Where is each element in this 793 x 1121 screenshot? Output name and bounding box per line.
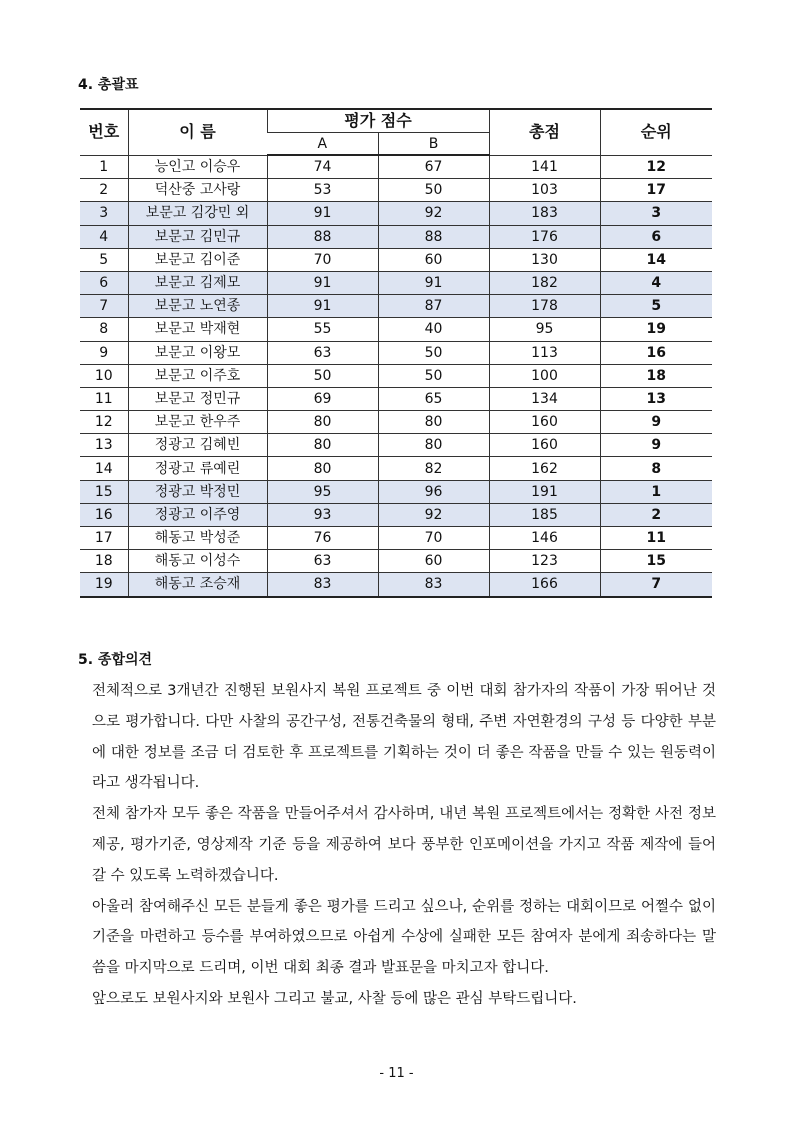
cell-no: 8 xyxy=(80,318,128,341)
cell-a: 63 xyxy=(267,341,378,364)
table-header-row xyxy=(80,109,712,133)
cell-name: 덕산중 고사랑 xyxy=(128,179,267,202)
cell-b: 80 xyxy=(378,434,489,457)
opinion-paragraph: 전체적으로 3개년간 진행된 보원사지 복원 프로젝트 중 이번 대회 참가자의 작품이 가장 뛰어난 것으로 평가합니다. 다만 사찰의 공간구성, 전통건축물의 형태, 주변 자연환경의 구성 등 다양한 부분에 대한 정보를 조금 더 검토한 후 프로젝트를 기획하는 것이 더 좋은 작품을 만들 수 있는 원동력이라고 생각됩니다. xyxy=(92,683,716,792)
cell-rank: 14 xyxy=(600,248,712,271)
cell-no: 4 xyxy=(80,225,128,248)
table-row xyxy=(80,480,712,503)
cell-rank: 3 xyxy=(600,202,712,225)
opinion-paragraph: 전체 참가자 모두 좋은 작품을 만들어주셔서 감사하며, 내년 복원 프로젝트에서는 정확한 사전 정보제공, 평가기준, 영상제작 기준 등을 제공하여 보다 풍부한 인포메이션을 가지고 작품 제작에 들어갈 수 있도록 노력하겠습니다. xyxy=(92,806,716,884)
cell-b: 83 xyxy=(378,573,489,597)
cell-a: 80 xyxy=(267,457,378,480)
cell-name: 보문고 한우주 xyxy=(128,411,267,434)
cell-rank: 18 xyxy=(600,364,712,387)
cell-no: 1 xyxy=(80,155,128,179)
cell-name: 보문고 김민규 xyxy=(128,225,267,248)
cell-no: 10 xyxy=(80,364,128,387)
summary-table xyxy=(80,108,712,598)
cell-total: 130 xyxy=(489,248,600,271)
section-5-title: 5. 종합의견 xyxy=(78,652,153,668)
cell-a: 70 xyxy=(267,248,378,271)
table-row xyxy=(80,225,712,248)
cell-a: 50 xyxy=(267,364,378,387)
cell-b: 82 xyxy=(378,457,489,480)
table-row xyxy=(80,179,712,202)
cell-a: 76 xyxy=(267,527,378,550)
cell-a: 74 xyxy=(267,155,378,179)
cell-total: 176 xyxy=(489,225,600,248)
cell-no: 15 xyxy=(80,480,128,503)
cell-total: 100 xyxy=(489,364,600,387)
cell-rank: 8 xyxy=(600,457,712,480)
opinion-paragraph: 앞으로도 보원사지와 보원사 그리고 불교, 사찰 등에 많은 관심 부탁드립니다. xyxy=(92,990,577,1007)
cell-b: 40 xyxy=(378,318,489,341)
cell-total: 146 xyxy=(489,527,600,550)
table-row xyxy=(80,248,712,271)
cell-b: 88 xyxy=(378,225,489,248)
table-row xyxy=(80,155,712,179)
cell-b: 67 xyxy=(378,155,489,179)
section-4-title: 4. 총괄표 xyxy=(78,77,139,93)
cell-name: 능인고 이승우 xyxy=(128,155,267,179)
cell-no: 19 xyxy=(80,573,128,597)
cell-b: 60 xyxy=(378,550,489,573)
table-row xyxy=(80,387,712,410)
cell-name: 정광고 박정민 xyxy=(128,480,267,503)
cell-b: 87 xyxy=(378,295,489,318)
cell-total: 95 xyxy=(489,318,600,341)
cell-b: 70 xyxy=(378,527,489,550)
cell-b: 60 xyxy=(378,248,489,271)
cell-a: 55 xyxy=(267,318,378,341)
cell-b: 65 xyxy=(378,387,489,410)
cell-total: 160 xyxy=(489,434,600,457)
cell-rank: 13 xyxy=(600,387,712,410)
cell-name: 해동고 조승재 xyxy=(128,573,267,597)
opinion-paragraph: 아울러 참여해주신 모든 분들게 좋은 평가를 드리고 싶으나, 순위를 정하는 대회이므로 어쩔수 없이 기준을 마련하고 등수를 부여하였으므로 아쉽게 수상에 실패한 모든 참여자 분에게 죄송하다는 말씀을 마지막으로 드리며, 이번 대회 최종 결과 발표문을 마치고자 합니다. xyxy=(92,898,716,977)
cell-rank: 9 xyxy=(600,411,712,434)
cell-total: 182 xyxy=(489,271,600,294)
cell-a: 83 xyxy=(267,573,378,597)
cell-no: 2 xyxy=(80,179,128,202)
cell-no: 9 xyxy=(80,341,128,364)
header-total: 총점 xyxy=(489,109,600,155)
cell-rank: 2 xyxy=(600,503,712,526)
cell-no: 12 xyxy=(80,411,128,434)
cell-name: 보문고 김이준 xyxy=(128,248,267,271)
cell-no: 5 xyxy=(80,248,128,271)
cell-b: 91 xyxy=(378,271,489,294)
header-score-b: B xyxy=(378,133,489,156)
cell-no: 11 xyxy=(80,387,128,410)
cell-a: 93 xyxy=(267,503,378,526)
cell-no: 17 xyxy=(80,527,128,550)
cell-b: 50 xyxy=(378,179,489,202)
table-row xyxy=(80,527,712,550)
cell-total: 134 xyxy=(489,387,600,410)
cell-rank: 6 xyxy=(600,225,712,248)
cell-rank: 1 xyxy=(600,480,712,503)
cell-name: 보문고 박재현 xyxy=(128,318,267,341)
cell-no: 13 xyxy=(80,434,128,457)
table-row xyxy=(80,503,712,526)
cell-name: 정광고 이주영 xyxy=(128,503,267,526)
cell-name: 보문고 정민규 xyxy=(128,387,267,410)
table-row xyxy=(80,202,712,225)
cell-rank: 5 xyxy=(600,295,712,318)
cell-total: 160 xyxy=(489,411,600,434)
cell-no: 7 xyxy=(80,295,128,318)
header-no: 번호 xyxy=(80,109,128,155)
table-row xyxy=(80,434,712,457)
cell-a: 91 xyxy=(267,295,378,318)
cell-rank: 16 xyxy=(600,341,712,364)
table-row xyxy=(80,573,712,597)
cell-b: 92 xyxy=(378,503,489,526)
cell-b: 80 xyxy=(378,411,489,434)
cell-name: 보문고 이왕모 xyxy=(128,341,267,364)
cell-total: 103 xyxy=(489,179,600,202)
cell-a: 91 xyxy=(267,271,378,294)
table-row xyxy=(80,341,712,364)
cell-a: 53 xyxy=(267,179,378,202)
cell-no: 3 xyxy=(80,202,128,225)
cell-name: 정광고 류예린 xyxy=(128,457,267,480)
cell-total: 166 xyxy=(489,573,600,597)
cell-name: 정광고 김혜빈 xyxy=(128,434,267,457)
table-body xyxy=(80,155,712,597)
cell-a: 63 xyxy=(267,550,378,573)
cell-rank: 11 xyxy=(600,527,712,550)
cell-b: 96 xyxy=(378,480,489,503)
cell-a: 88 xyxy=(267,225,378,248)
cell-name: 보문고 이주호 xyxy=(128,364,267,387)
cell-total: 113 xyxy=(489,341,600,364)
cell-rank: 12 xyxy=(600,155,712,179)
header-rank: 순위 xyxy=(600,109,712,155)
cell-name: 해동고 박성준 xyxy=(128,527,267,550)
table-row xyxy=(80,457,712,480)
cell-name: 보문고 김강민 외 xyxy=(128,202,267,225)
cell-a: 80 xyxy=(267,434,378,457)
cell-a: 95 xyxy=(267,480,378,503)
cell-no: 16 xyxy=(80,503,128,526)
opinion-text xyxy=(92,676,716,1015)
header-score-a: A xyxy=(267,133,378,156)
cell-a: 69 xyxy=(267,387,378,410)
cell-total: 191 xyxy=(489,480,600,503)
cell-total: 178 xyxy=(489,295,600,318)
cell-total: 123 xyxy=(489,550,600,573)
cell-b: 50 xyxy=(378,364,489,387)
cell-a: 91 xyxy=(267,202,378,225)
table-row xyxy=(80,364,712,387)
table-row xyxy=(80,411,712,434)
table-row xyxy=(80,295,712,318)
cell-total: 185 xyxy=(489,503,600,526)
header-name: 이 름 xyxy=(128,109,267,155)
cell-rank: 19 xyxy=(600,318,712,341)
cell-rank: 7 xyxy=(600,573,712,597)
cell-rank: 15 xyxy=(600,550,712,573)
cell-b: 92 xyxy=(378,202,489,225)
table-row xyxy=(80,271,712,294)
table-row xyxy=(80,318,712,341)
cell-rank: 9 xyxy=(600,434,712,457)
cell-b: 50 xyxy=(378,341,489,364)
cell-no: 18 xyxy=(80,550,128,573)
cell-name: 해동고 이성수 xyxy=(128,550,267,573)
cell-total: 141 xyxy=(489,155,600,179)
cell-total: 162 xyxy=(489,457,600,480)
cell-rank: 17 xyxy=(600,179,712,202)
cell-no: 14 xyxy=(80,457,128,480)
cell-name: 보문고 노연종 xyxy=(128,295,267,318)
header-score-group: 평가 점수 xyxy=(267,109,489,133)
page-number: - 11 - xyxy=(379,1066,414,1081)
cell-no: 6 xyxy=(80,271,128,294)
cell-name: 보문고 김제모 xyxy=(128,271,267,294)
table-row xyxy=(80,550,712,573)
cell-a: 80 xyxy=(267,411,378,434)
cell-total: 183 xyxy=(489,202,600,225)
cell-rank: 4 xyxy=(600,271,712,294)
